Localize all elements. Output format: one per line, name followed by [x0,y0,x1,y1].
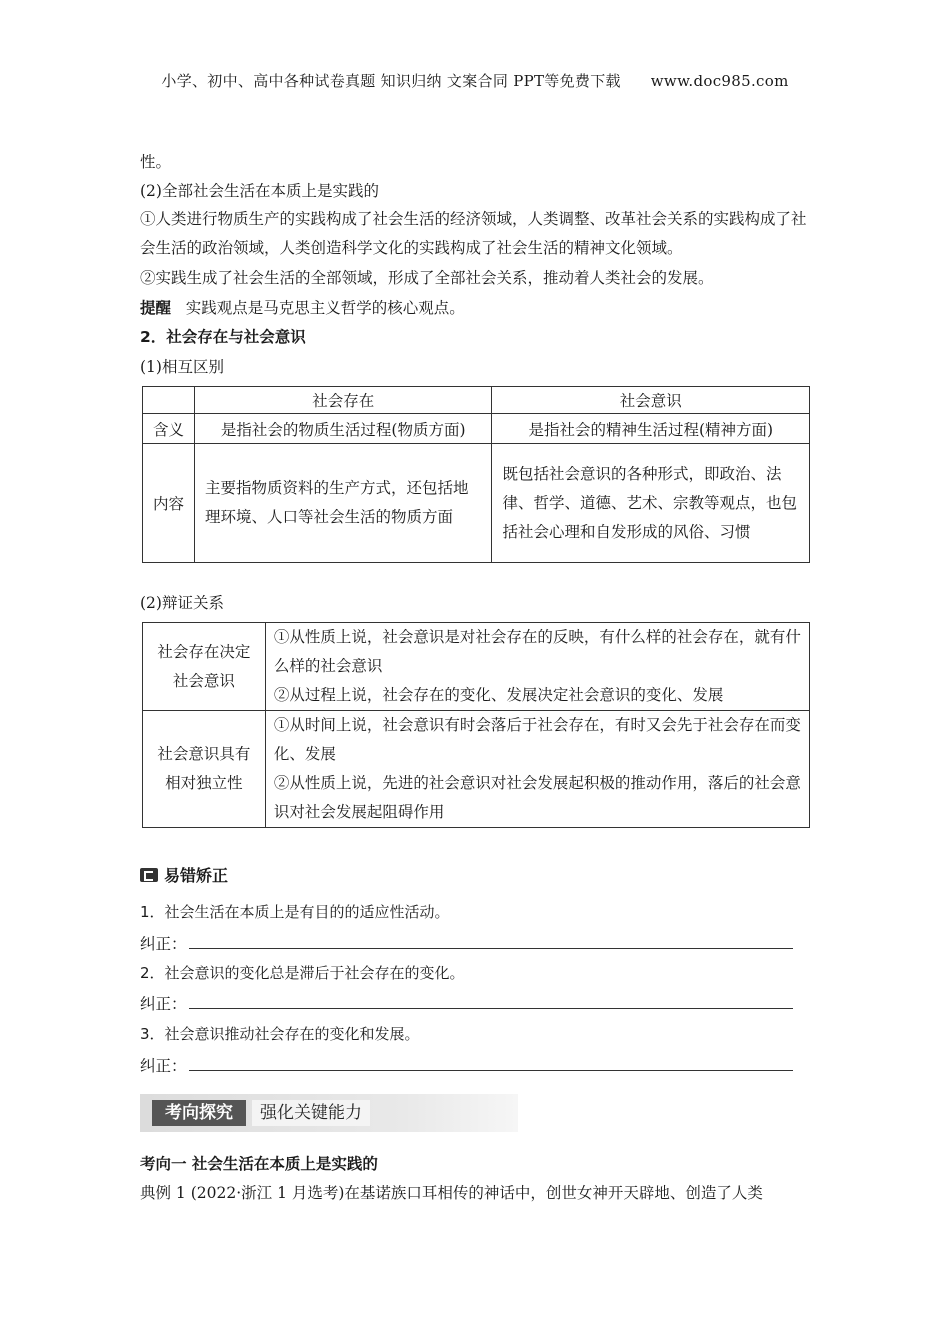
cell-line: ②从过程上说，社会存在的变化、发展决定社会意识的变化、发展 [273,686,724,704]
distinction-table [142,386,810,563]
subheading-2: (2)全部社会生活在本质上是实践的 [140,182,379,200]
cell: 是指社会的精神生活过程(精神方面) [492,414,810,444]
table-header-empty [143,387,195,414]
banner-label-primary: 考向探究 [152,1100,246,1126]
correction-line [140,932,812,954]
page-header [0,70,950,91]
tip-label: 提醒 [140,299,172,317]
paragraph-1: ①人类进行物质生产的实践构成了社会生活的经济领域，人类调整、改革社会关系的实践构成了社会生活的政治领域，人类创造科学文化的实践构成了社会生活的精神文化领域。 [140,210,807,257]
error-item: 2．社会意识的变化总是滞后于社会存在的变化。 [140,964,465,982]
row-label: 含义 [143,414,195,444]
correction-label: 纠正： [140,1057,187,1075]
table-row [143,414,810,444]
correction-label: 纠正： [140,995,187,1013]
table-header-row [143,387,810,414]
tip-line [140,298,812,318]
relation-table [142,622,810,828]
table-header-existence: 社会存在 [194,387,492,414]
error-correction-heading [140,866,812,886]
section-title: 2．社会存在与社会意识 [140,328,306,346]
example-line: 典例 1 (2022·浙江 1 月选考)在基诺族口耳相传的神话中，创世女神开天辟地、创造了人类 [140,1184,763,1202]
correction-line [140,1054,812,1076]
cell: 主要指物质资料的生产方式，还包括地理环境、人口等社会生活的物质方面 [194,444,492,563]
error-item: 1．社会生活在本质上是有目的的适应性活动。 [140,903,450,921]
intro-line: 性。 [140,153,172,171]
direction-title: 考向一 社会生活在本质上是实践的 [140,1155,378,1173]
banner-label-secondary: 强化关键能力 [252,1100,370,1126]
table-row [143,711,810,828]
paragraph-2: ②实践生成了社会生活的全部领域，形成了全部社会关系，推动着人类社会的发展。 [140,269,714,287]
cell-line: ①从性质上说，社会意识是对社会存在的反映，有什么样的社会存在，就有什么样的社会意识 [273,628,801,675]
cell [265,711,809,828]
cell [265,623,809,711]
cell-line: ①从时间上说，社会意识有时会落后于社会存在，有时又会先于社会存在而变化、发展 [273,716,801,763]
error-correction-title: 易错矫正 [164,866,229,885]
correction-icon [140,868,158,882]
row-label: 社会意识具有相对独立性 [143,711,266,828]
cell-line: ②从性质上说，先进的社会意识对社会发展起积极的推动作用，落后的社会意识对社会发展起阻碍作用 [273,774,801,821]
correction-blank[interactable] [189,992,793,1009]
cell: 既包括社会意识的各种形式，即政治、法律、哲学、道德、艺术、宗教等观点，也包括社会心理和自发形成的风俗、习惯 [492,444,810,563]
correction-line [140,992,812,1014]
table-header-consciousness: 社会意识 [492,387,810,414]
table-row [143,623,810,711]
row-label: 内容 [143,444,195,563]
cell: 是指社会的物质生活过程(物质方面) [194,414,492,444]
tip-text: 实践观点是马克思主义哲学的核心观点。 [185,299,465,317]
header-text: 小学、初中、高中各种试卷真题 知识归纳 文案合同 PPT等免费下载 [161,72,621,90]
header-url[interactable]: www.doc985.com [650,72,789,90]
correction-label: 纠正： [140,935,187,953]
correction-blank[interactable] [189,1054,793,1071]
section-banner [140,1094,518,1132]
error-item: 3．社会意识推动社会存在的变化和发展。 [140,1025,420,1043]
table-row [143,444,810,563]
subheading-distinction: (1)相互区别 [140,358,224,376]
subheading-relation: (2)辩证关系 [140,594,224,612]
correction-blank[interactable] [189,932,793,949]
row-label: 社会存在决定社会意识 [143,623,266,711]
